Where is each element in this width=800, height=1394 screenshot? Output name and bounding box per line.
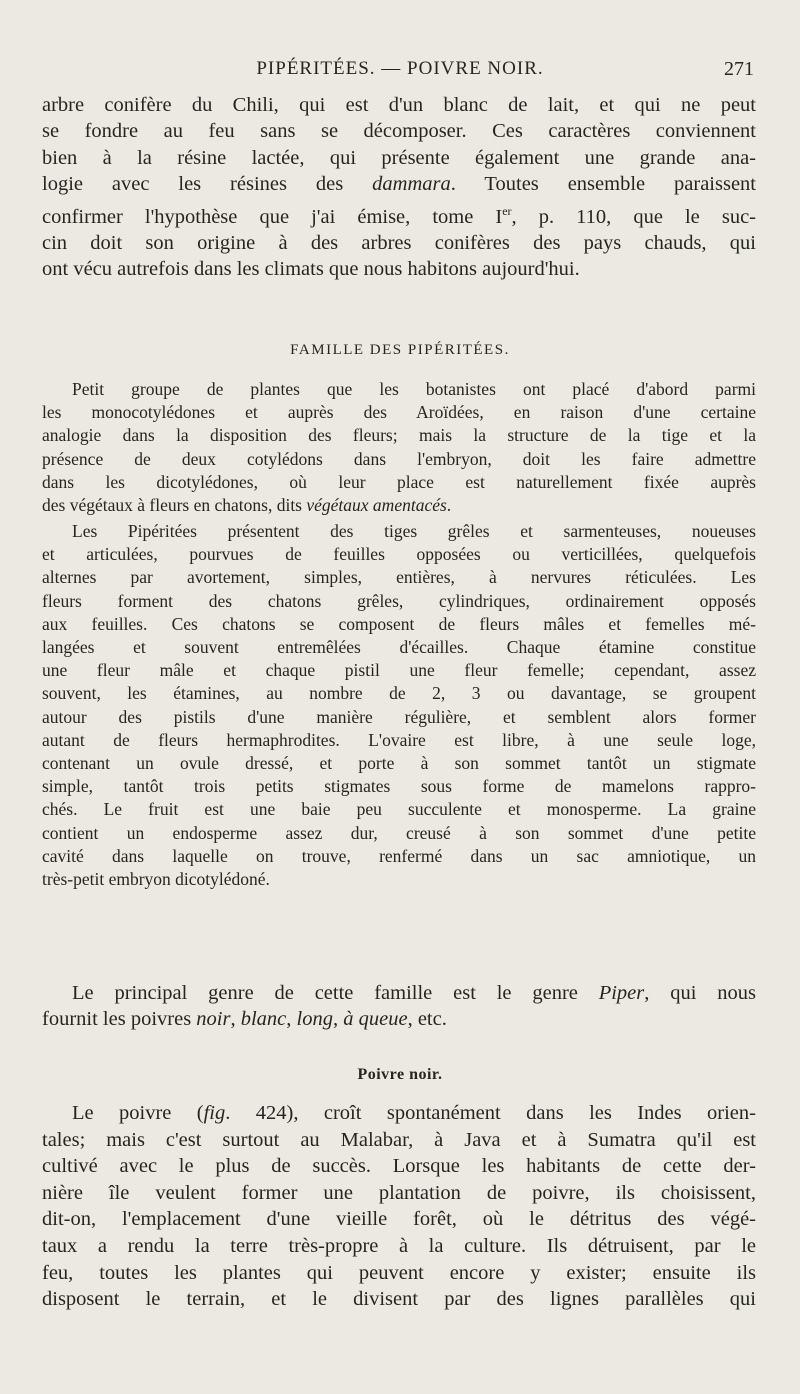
text-line: Petit groupe de plantes que les botanistes ont placé d'abord parmi [72, 379, 756, 399]
text-line: nière île veulent former une plantation de poivre, ils choisissent, [42, 1181, 756, 1204]
poivre-paragraph [42, 1100, 756, 1313]
text-line: cultivé avec le plus de succès. Lorsque les habitants de cette der- [42, 1155, 756, 1178]
text-line: une fleur mâle et chaque pistil une fleur femelle; cependant, assez [42, 660, 756, 681]
text-line: arbre conifère du Chili, qui est d'un blanc de lait, et qui ne peut [42, 94, 756, 116]
text-line: fournit les poivres noir, blanc, long, à queue, etc. [42, 1008, 447, 1031]
text-line: souvent, les étamines, au nombre de 2, 3 ou davantage, se groupent [42, 683, 756, 704]
genus-paragraph [42, 980, 756, 1033]
section-title: FAMILLE DES PIPÉRITÉES. [290, 342, 510, 358]
text-line: très-petit embryon dicotylédoné. [42, 869, 270, 890]
text-line: présence de deux cotylédons dans l'embryon, doit les faire admettre [42, 448, 756, 469]
text-line: taux a rendu la terre très-propre à la culture. Ils détruisent, par le [42, 1234, 756, 1257]
text-line: contenant un ovule dressé, et porte à son sommet tantôt un stigmate [42, 753, 756, 774]
text-line: autour des pistils d'une manière régulière, et semblent alors former [42, 706, 756, 727]
text-line: logie avec les résines des dammara. Toutes ensemble paraissent [42, 173, 757, 196]
page-number: 271 [724, 58, 754, 80]
text-line: chés. Le fruit est une baie peu succulente et monosperme. La graine [42, 799, 756, 820]
text-line: se fondre au feu sans se décomposer. Ces caractères conviennent [42, 120, 756, 143]
text-line: tales; mais c'est surtout au Malabar, à Java et à Sumatra qu'il est [42, 1128, 756, 1151]
text-line: contient un endosperme assez dur, creusé à son sommet d'une petite [42, 822, 756, 843]
text-line: fleurs forment des chatons grêles, cylindriques, ordinairement opposés [42, 590, 756, 611]
text-line: dans les dicotylédones, où leur place est naturellement fixée auprès [42, 471, 756, 492]
text-line: feu, toutes les plantes qui peuvent encore y exister; ensuite ils [42, 1261, 756, 1284]
intro-paragraph [42, 92, 756, 283]
family-paragraph-1 [42, 378, 756, 517]
text-line: des végétaux à fleurs en chatons, dits végétaux amentacés. [42, 495, 452, 516]
running-title: PIPÉRITÉES. — POIVRE NOIR. [256, 58, 544, 79]
text-line: cin doit son origine à des arbres conifères des pays chauds, qui [42, 231, 756, 254]
text-line: analogie dans la disposition des fleurs; mais la structure de la tige et la [42, 425, 756, 446]
text-line: disposent le terrain, et le divisent par des lignes parallèles qui [42, 1288, 756, 1311]
running-head [44, 56, 756, 86]
text-line: et articulées, pourvues de feuilles opposées ou verticillées, quelquefois [42, 544, 756, 565]
text-line: autant de fleurs hermaphrodites. L'ovaire est libre, à une seule loge, [42, 729, 756, 750]
family-paragraph-2 [42, 520, 756, 891]
text-line: cavité dans laquelle on trouve, renfermé dans un sac amniotique, un [42, 845, 756, 866]
text-line: bien à la résine lactée, qui présente également une grande ana- [42, 146, 756, 169]
text-line: Les Pipéritées présentent des tiges grêles et sarmenteuses, noueuses [72, 521, 756, 541]
text-line: ont vécu autrefois dans les climats que nous habitons aujourd'hui. [42, 258, 580, 281]
text-line: alternes par avortement, simples, entières, à nervures réticulées. Les [42, 567, 756, 588]
text-line: Le poivre (fig. 424), croît spontanément dans les Indes orien- [72, 1102, 756, 1124]
text-line: aux feuilles. Ces chatons se composent de fleurs mâles et femelles mé- [42, 613, 756, 634]
text-line: simple, tantôt trois petits stigmates sous forme de mamelons rappro- [42, 776, 756, 797]
subsection-title: Poivre noir. [357, 1066, 443, 1083]
text-line: langées et souvent entremêlées d'écailles. Chaque étamine constitue [42, 637, 756, 658]
text-line: confirmer l'hypothèse que j'ai émise, tome Ier, p. 110, que le suc- [42, 203, 756, 228]
text-line: dit-on, l'emplacement d'une vieille forêt, où le détritus des végé- [42, 1208, 756, 1231]
text-line: Le principal genre de cette famille est le genre Piper, qui nous [72, 982, 756, 1004]
text-line: les monocotylédones et auprès des Aroïdées, en raison d'une certaine [42, 402, 756, 423]
